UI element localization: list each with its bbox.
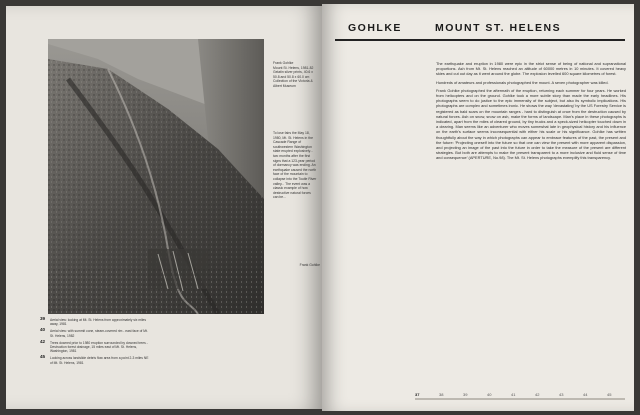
essay-paragraph: The earthquake and eruption in 1980 were epic in the strict sense of being of national and supranational proportions. Ash from Mt. St. Helens reached an altitude of 60000 metres in 10 minutes. It covered heavy skies and cut out day as it went around the globe. The explosion levelled 600 square kilometres of forest. (436, 61, 626, 77)
header-rule (335, 39, 625, 41)
plate-text: Trees downed prior to 1980 eruption surrounded by downed trees - Destruction forest drainage, 15 miles east of Mt. St. Helens, Washington, 1981 (50, 340, 148, 354)
section-title: MOUNT ST. HELENS (435, 22, 562, 34)
page-number: 44 (583, 392, 588, 397)
photo-image (48, 39, 264, 314)
plate-number: 42 (40, 338, 46, 344)
story-signature: Frank Gohlke (299, 263, 320, 267)
photo-credit (273, 61, 317, 89)
page-number: 41 (511, 392, 516, 397)
page-number: 43 (559, 392, 564, 397)
page-number: 40 (487, 392, 492, 397)
plate-text: Aerial view: looking at Mt. St. Helens from approximately six miles away, 1981 (50, 318, 147, 327)
plate-number: 39 (40, 316, 46, 321)
page-number: 39 (463, 392, 468, 397)
essay-paragraph: Hundreds of amateurs and professionals photographed the mount. A seven photographer was killed. (436, 79, 609, 85)
page-number-current: 37 (415, 392, 420, 397)
plate-note (40, 318, 150, 326)
page-number: 38 (439, 392, 444, 397)
credit-line: Collection of the Victoria & Albert Museum (273, 79, 313, 88)
plate-notes (40, 318, 150, 368)
plate-number: 40 (40, 327, 46, 333)
credit-line: Gelatin silver prints, 40.6 x 50.8 and 50.8 x 60.0 cm (273, 70, 313, 79)
essay-paragraph: Frank Gohlke photographed the aftermath of the eruption, returning each summer for four years. He worked from helicopters and on the ground. Gohlke took a more subtle story than made the early headlines. His photographs seem to do justice to the epic immensity of the subject, but also its symbolic implications. His photographs are complex and sometimes ironic. He shows the way 'devastating' by the US Forestry Service is registered as bald scars on the mountain ranges - hard to distinguish at once from the destruction caused by natural forces. Ash on snow, snow on ash, make the forms of landscape. Man's place in these photographs is indicated, apart from the miles of cleared ground, by tiny trucks and a speck-sized helicopter touched down in a clearing. Man seems like an adventurer who moves somewhat late in geophysical history and his influence on the earth's surface seems inconsequential with either his scale or his significance. Gohlke has written thoughtfully about the way in which photographs can appear to embrace features of the past, the present and the future: 'Projecting oneself into the future so that one can view the present with more apparent dispassion, and projecting an image of the past into the future in order to take the measure of the present are different strategies. But both are attempts to make the present transparent to a more inclusive and fluid sense of time and consequence' (APERTURE, No.98). The Mt. St. Helens photographs exemplify this transparency. (436, 87, 626, 161)
plate-note (40, 329, 150, 337)
plate-number: 45 (40, 354, 46, 360)
plate-text: Aerial view: with summit cone, steam-covered rim - east face of Mt. St. Helens, 1982 (50, 329, 148, 338)
page-number: 45 (607, 392, 612, 397)
credit-line: Mount St. Helens, 1981-82 (273, 65, 314, 70)
credit-line: Frank Gohlke (273, 61, 294, 65)
plate-note (40, 356, 150, 364)
plate-note (40, 338, 150, 354)
page-numbers (415, 392, 625, 400)
page-number: 42 (535, 392, 540, 397)
artist-name-heading: GOHLKE (348, 22, 402, 34)
plate-text: Looking across landslide debris flow area from a point 2-3 miles NE of Mt. St. Helens, 1981 (50, 356, 149, 365)
essay-body (436, 61, 626, 164)
mount-st-helens-photograph (48, 39, 264, 314)
story-paragraph: To lose fairs the May 18, 1980, Mt. St. Helens in the Cascade Range of southwestern Washington state erupted explosively... two months after the first signs that a 123-year period of dormancy was ending. An earthquake caused the north face of the mountain to collapse into the Toutle River valley... The event was a classic example of how destructive natural forces can be... (273, 131, 317, 200)
